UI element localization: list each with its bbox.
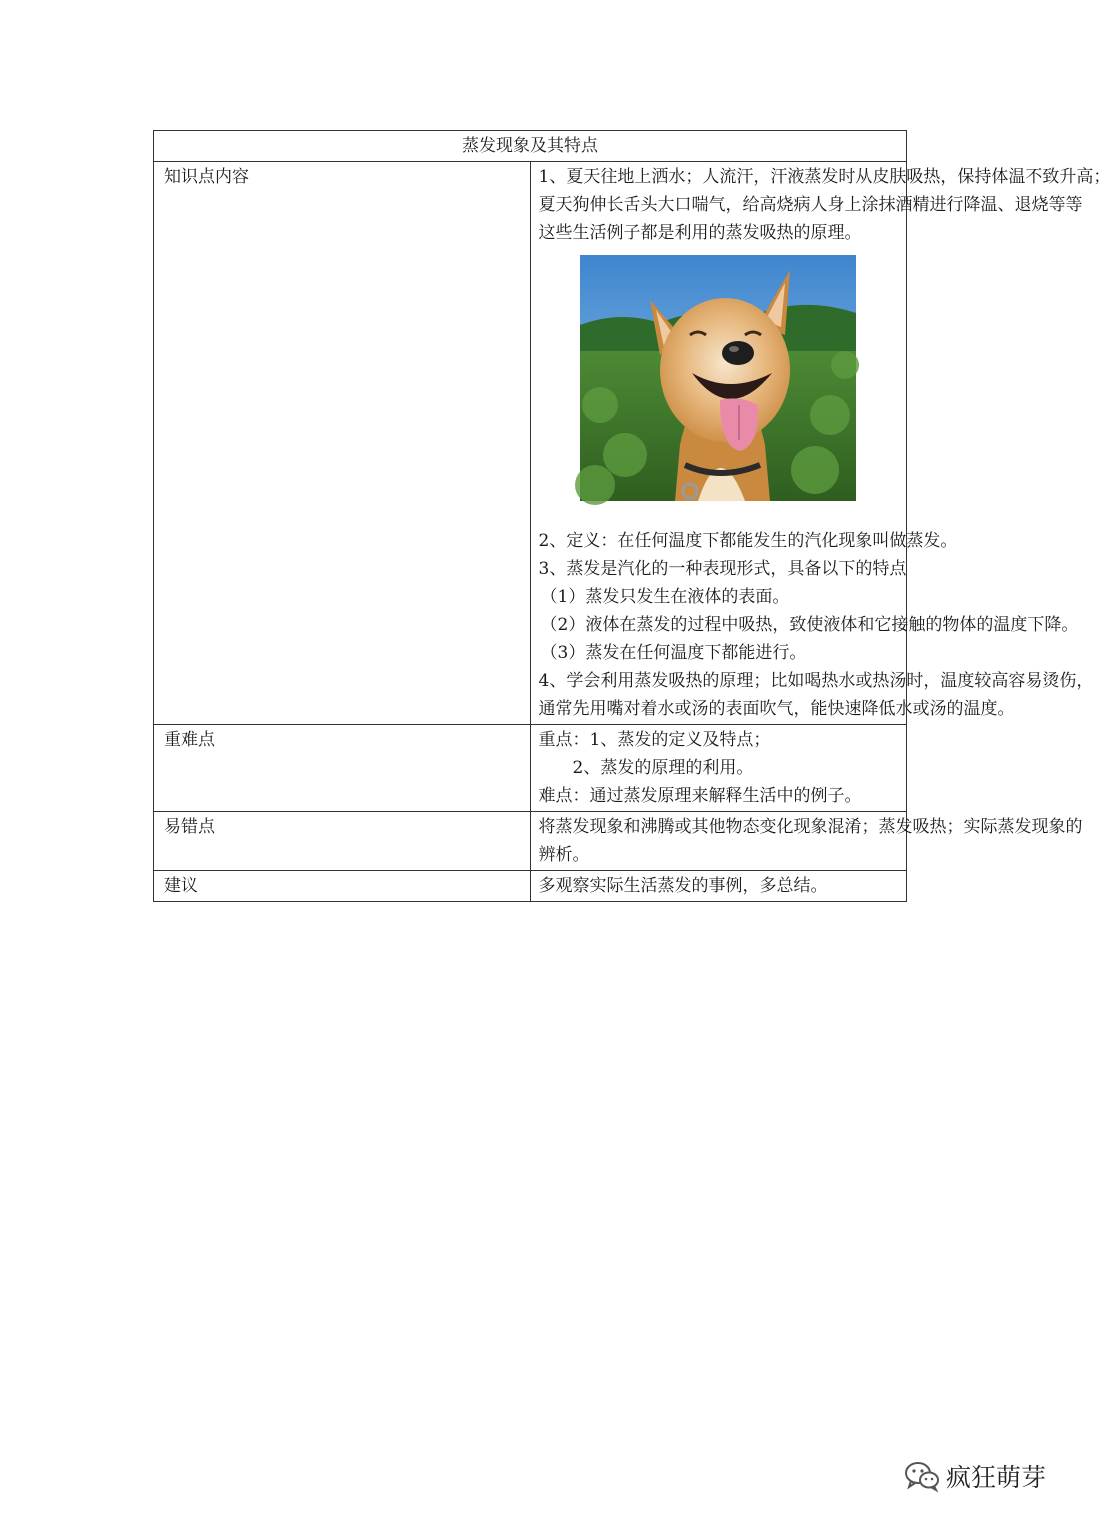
watermark-text: 疯狂萌芽: [945, 1463, 1046, 1492]
knowledge-row: [154, 162, 907, 725]
intro-line: 这些生活例子都是利用的蒸发吸热的原理。: [538, 223, 862, 243]
mistakes-content: [530, 812, 1083, 871]
difficulty-label: 重难点: [154, 725, 531, 812]
feature-item: （2）液体在蒸发的过程中吸热，致使液体和它接触的物体的温度下降。: [540, 615, 1079, 635]
knowledge-label: 知识点内容: [154, 162, 531, 725]
table-title-row: [154, 131, 907, 162]
smiling-dog-photo: [580, 255, 856, 501]
application-line: 4、学会利用蒸发吸热的原理；比如喝热水或热汤时，温度较高容易烫伤，: [538, 671, 1094, 691]
difficulty-content: [530, 725, 907, 812]
dog-photo-container: [539, 247, 899, 527]
features-point: 3、蒸发是汽化的一种表现形式，具备以下的特点: [538, 559, 907, 579]
advice-row: [154, 871, 907, 902]
definition-point: 2、定义：在任何温度下都能发生的汽化现象叫做蒸发。: [538, 531, 958, 551]
application-line: 通常先用嘴对着水或汤的表面吹气，能快速降低水或汤的温度。: [538, 699, 1015, 719]
advice-content: 多观察实际生活蒸发的事例，多总结。: [530, 871, 907, 902]
table-title: 蒸发现象及其特点: [154, 131, 907, 162]
intro-line: 夏天狗伸长舌头大口喘气，给高烧病人身上涂抹酒精进行降温、退烧等等: [538, 195, 1083, 215]
mistakes-line: 辨析。: [538, 845, 590, 865]
mistakes-row: [154, 812, 907, 871]
difficulty-row: [154, 725, 907, 812]
feature-item: （3）蒸发在任何温度下都能进行。: [540, 643, 807, 663]
hard-point-line: 难点：通过蒸发原理来解释生活中的例子。: [538, 786, 862, 806]
knowledge-table: [153, 130, 1110, 902]
watermark: [904, 1458, 1046, 1494]
key-point-line: 2、蒸发的原理的利用。: [572, 758, 754, 778]
wechat-icon: [904, 1460, 940, 1492]
knowledge-content: [530, 162, 1110, 725]
mistakes-label: 易错点: [154, 812, 531, 871]
key-point-line: 重点：1、蒸发的定义及特点；: [538, 730, 771, 750]
intro-line: 1、夏天往地上洒水；人流汗，汗液蒸发时从皮肤吸热，保持体温不致升高；: [538, 167, 1110, 187]
mistakes-line: 将蒸发现象和沸腾或其他物态变化现象混淆；蒸发吸热；实际蒸发现象的: [538, 817, 1083, 837]
feature-item: （1）蒸发只发生在液体的表面。: [540, 587, 790, 607]
advice-label: 建议: [154, 871, 531, 902]
